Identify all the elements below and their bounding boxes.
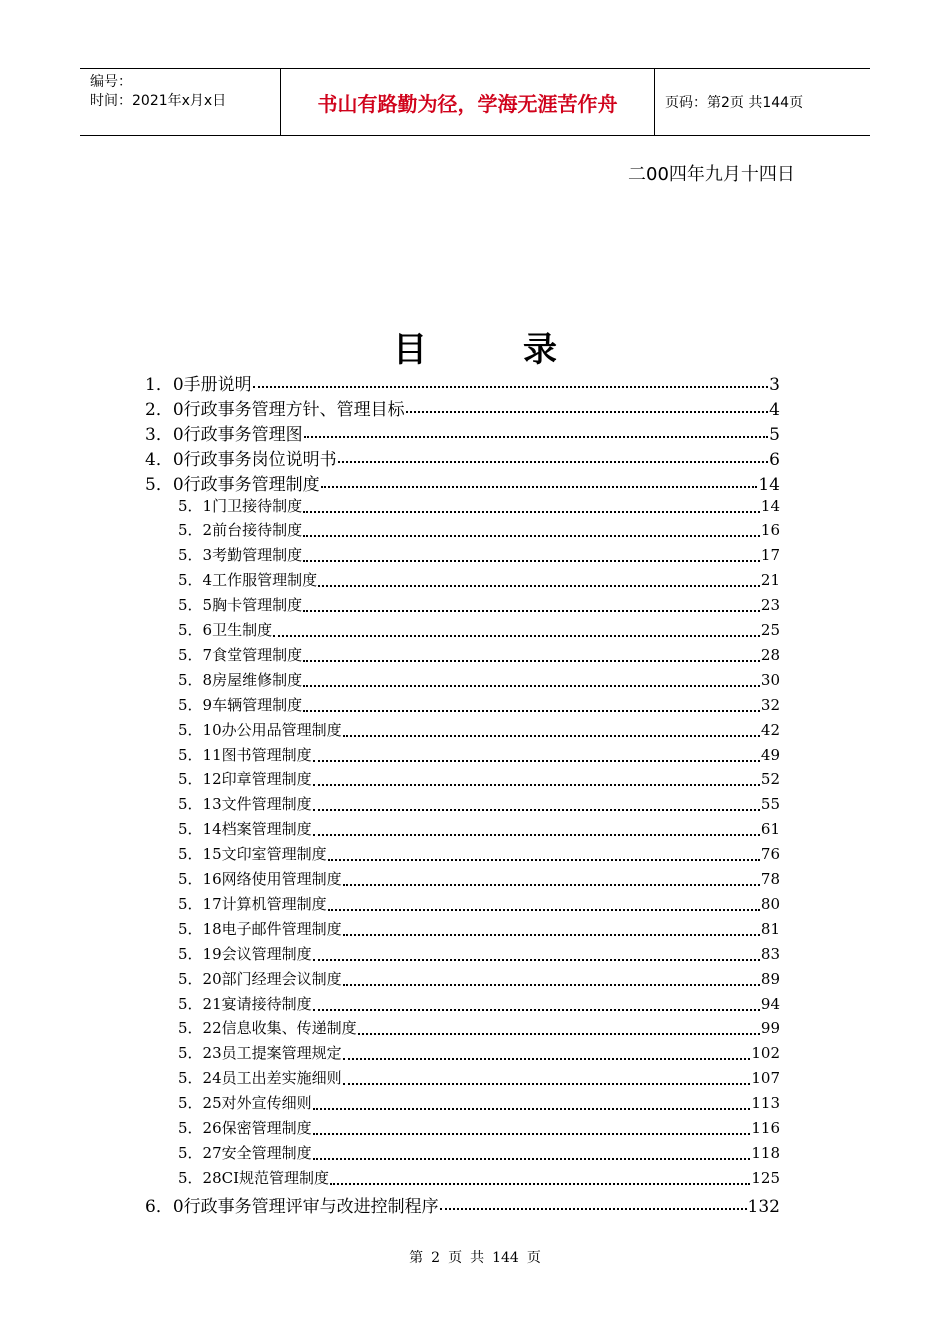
toc-entry[interactable] <box>178 868 780 892</box>
toc-leader-dots <box>313 1133 751 1135</box>
toc-leader-dots <box>343 984 760 986</box>
toc-entry[interactable] <box>178 1167 780 1191</box>
toc-entry-number: 5．2 <box>178 521 213 540</box>
toc-entry-number: 5．13 <box>178 795 222 814</box>
toc-entry-number: 5．16 <box>178 870 222 888</box>
toc-leader-dots <box>318 585 760 587</box>
toc-entry-number: 5．5 <box>178 596 213 615</box>
toc-entry-number: 5．17 <box>178 894 222 913</box>
toc-entry-number: 3．0 <box>145 424 184 445</box>
toc-entry-number: 5．23 <box>178 1044 222 1063</box>
toc-entry[interactable] <box>178 569 780 593</box>
toc-entry[interactable] <box>178 694 780 718</box>
footer-di: 第 <box>409 1250 424 1266</box>
toc-leader-dots <box>313 809 760 811</box>
toc-entry-number: 5．27 <box>178 1143 222 1162</box>
toc-entry[interactable] <box>178 594 780 618</box>
toc-entry-number: 5．19 <box>178 944 222 963</box>
toc-entry-label: 员工出差实施细则 <box>221 1069 342 1088</box>
toc-entry-page: 25 <box>760 621 780 639</box>
toc-entry-number: 5．3 <box>178 546 213 565</box>
toc-leader-dots <box>328 859 760 861</box>
toc-entry-page: 32 <box>760 695 780 714</box>
toc-entry-number: 5．26 <box>178 1119 222 1137</box>
header-page-info: 页码：第2页 共144页 <box>665 95 804 111</box>
toc-entry-number: 5．18 <box>178 919 222 938</box>
toc-entry-page: 49 <box>760 745 780 764</box>
header-code-label: 编号： <box>90 74 132 90</box>
toc-leader-dots <box>343 934 760 936</box>
toc-entry-number: 5．9 <box>178 695 213 714</box>
toc-entry-page: 132 <box>747 1196 780 1217</box>
footer-ye-end: 页 <box>526 1250 541 1266</box>
footer-total-pages: 144 <box>492 1250 519 1266</box>
toc-entry-label: 考勤管理制度 <box>212 546 303 565</box>
toc-entry[interactable] <box>145 395 780 419</box>
toc-leader-dots <box>313 1009 760 1011</box>
toc-leader-dots <box>338 461 769 463</box>
toc-leader-dots <box>273 635 760 637</box>
toc-entry-page: 78 <box>760 870 780 888</box>
toc-entry-label: 工作服管理制度 <box>212 571 318 590</box>
toc-leader-dots <box>440 1208 747 1210</box>
toc-entry-page: 125 <box>751 1168 780 1187</box>
toc-entry-label: 计算机管理制度 <box>221 894 327 913</box>
toc-entry-page: 6 <box>769 449 780 470</box>
toc-entry-page: 55 <box>760 795 780 814</box>
toc-entry-page: 94 <box>760 994 780 1013</box>
toc-entry-page: 83 <box>760 944 780 963</box>
toc-entry-label: 食堂管理制度 <box>212 645 303 664</box>
toc-entry-label: 行政事务岗位说明书 <box>183 449 337 470</box>
toc-entry-page: 80 <box>760 894 780 913</box>
toc-entry[interactable] <box>178 495 780 519</box>
toc-entry[interactable] <box>178 768 780 792</box>
toc-leader-dots <box>303 710 760 712</box>
toc-entry-number: 4．0 <box>145 449 184 470</box>
toc-entry-label: 手册说明 <box>183 375 252 395</box>
toc-entry-page: 17 <box>760 546 780 565</box>
toc-entry[interactable] <box>178 1017 780 1041</box>
toc-leader-dots <box>313 760 760 762</box>
toc-entry[interactable] <box>178 793 780 817</box>
toc-entry-label: 车辆管理制度 <box>212 695 303 714</box>
toc-title: 目录 <box>393 330 653 370</box>
toc-entry-label: 印章管理制度 <box>221 770 312 789</box>
document-header <box>80 68 870 136</box>
toc-entry-number: 5．8 <box>178 670 213 689</box>
toc-entry[interactable] <box>178 544 780 568</box>
toc-entry-page: 61 <box>760 820 780 839</box>
toc-entry-page: 23 <box>760 596 780 615</box>
toc-entry-label: 行政事务管理评审与改进控制程序 <box>183 1196 439 1217</box>
toc-leader-dots <box>303 560 760 562</box>
header-time-label: 时间：2021年x月x日 <box>90 93 227 109</box>
toc-entry-label: 安全管理制度 <box>221 1143 312 1162</box>
toc-leader-dots <box>313 1158 751 1160</box>
toc-entry[interactable] <box>178 1092 780 1116</box>
toc-entry[interactable] <box>178 918 780 942</box>
toc-leader-dots <box>321 486 758 488</box>
toc-entry-label: 员工提案管理规定 <box>221 1044 342 1063</box>
toc-entry-number: 5．20 <box>178 969 222 988</box>
toc-entry-number: 5．0 <box>145 474 184 495</box>
toc-entry-label: 门卫接待制度 <box>212 496 303 515</box>
toc-entry[interactable] <box>178 744 780 768</box>
toc-leader-dots <box>343 884 760 886</box>
toc-entry-page: 21 <box>760 571 780 590</box>
toc-entry-page: 28 <box>760 645 780 664</box>
toc-entry-label: 行政事务管理制度 <box>183 474 320 495</box>
toc-entry-label: 会议管理制度 <box>221 944 312 963</box>
toc-entry-page: 4 <box>769 399 780 420</box>
toc-leader-dots <box>313 959 760 961</box>
toc-entry-label: 行政事务管理方针、管理目标 <box>183 399 405 420</box>
toc-entry-page: 52 <box>760 770 780 789</box>
toc-entry-label: 文印室管理制度 <box>221 845 327 864</box>
footer-ye: 页 <box>448 1250 463 1266</box>
toc-entry-number: 5．12 <box>178 770 222 789</box>
toc-entry-number: 5．6 <box>178 621 213 639</box>
toc-entry[interactable] <box>178 519 780 543</box>
toc-entry[interactable] <box>178 843 780 867</box>
header-meta <box>80 69 281 135</box>
toc-entry-number: 2．0 <box>145 399 184 420</box>
toc-entry-label: 部门经理会议制度 <box>221 969 342 988</box>
toc-entry-label: 行政事务管理图 <box>183 424 303 445</box>
toc-entry[interactable] <box>145 370 780 394</box>
toc-entry[interactable] <box>178 669 780 693</box>
footer-gong: 共 <box>470 1250 485 1266</box>
toc-entry[interactable] <box>145 445 780 469</box>
toc-entry[interactable] <box>178 1117 780 1141</box>
toc-entry-number: 1．0 <box>145 375 184 395</box>
toc-leader-dots <box>328 909 760 911</box>
toc-entry-page: 113 <box>751 1094 780 1113</box>
toc-entry-page: 16 <box>760 521 780 540</box>
toc-entry-page: 99 <box>760 1019 780 1038</box>
header-motto: 书山有路勤为径，学海无涯苦作舟 <box>281 69 655 135</box>
toc-entry-label: 档案管理制度 <box>221 820 312 839</box>
toc-entry-page: 107 <box>751 1069 780 1088</box>
toc-entry-number: 6．0 <box>145 1196 184 1217</box>
toc-entry[interactable] <box>178 818 780 842</box>
toc-entry-page: 116 <box>751 1119 780 1137</box>
toc-entry-number: 5．21 <box>178 994 222 1013</box>
toc-entry-number: 5．1 <box>178 496 213 515</box>
toc-entry-number: 5．25 <box>178 1094 222 1113</box>
toc-leader-dots <box>330 1183 750 1185</box>
toc-leader-dots <box>253 386 769 388</box>
toc-leader-dots <box>406 411 769 413</box>
toc-entry-page: 42 <box>760 720 780 739</box>
toc-entry-page: 5 <box>769 424 780 445</box>
toc-leader-dots <box>313 1108 751 1110</box>
footer-page-number: 2 <box>431 1250 441 1266</box>
toc-entry-label: 房屋维修制度 <box>212 670 303 689</box>
toc-entry[interactable] <box>178 619 780 643</box>
toc-entry-page: 102 <box>751 1044 780 1063</box>
toc-entry-label: 前台接待制度 <box>212 521 303 540</box>
toc-entry-number: 5．11 <box>178 745 222 764</box>
toc-entry-number: 5．7 <box>178 645 213 664</box>
toc-entry[interactable] <box>178 943 780 967</box>
toc-leader-dots <box>303 685 760 687</box>
document-date: 二00四年九月十四日 <box>628 164 795 185</box>
toc-entry[interactable] <box>178 644 780 668</box>
toc-leader-dots <box>303 660 760 662</box>
toc-leader-dots <box>304 436 769 438</box>
toc-leader-dots <box>358 1033 760 1035</box>
toc-entry-number: 5．22 <box>178 1019 222 1038</box>
toc-entry-label: 文件管理制度 <box>221 795 312 814</box>
toc-entry-number: 5．24 <box>178 1069 222 1088</box>
toc-entry-page: 89 <box>760 969 780 988</box>
toc-entry-label: 办公用品管理制度 <box>221 720 342 739</box>
toc-entry[interactable] <box>178 1042 780 1066</box>
toc-entry-number: 5．28 <box>178 1168 222 1187</box>
toc-entry-label: 对外宣传细则 <box>221 1094 312 1113</box>
toc-entry[interactable] <box>178 1067 780 1091</box>
toc-entry-number: 5．15 <box>178 845 222 864</box>
toc-entry-label: 信息收集、传递制度 <box>221 1019 357 1038</box>
toc-leader-dots <box>343 1058 751 1060</box>
toc-entry[interactable] <box>178 993 780 1017</box>
toc-entry-label: 保密管理制度 <box>221 1119 312 1137</box>
toc-entry-label: 网络使用管理制度 <box>221 870 342 888</box>
toc-entry[interactable] <box>178 1142 780 1166</box>
toc-entry-label: 宴请接待制度 <box>221 994 312 1013</box>
toc-entry[interactable] <box>178 893 780 917</box>
toc-leader-dots <box>303 535 760 537</box>
toc-entry[interactable] <box>145 470 780 494</box>
toc-leader-dots <box>343 735 760 737</box>
toc-entry-page: 76 <box>760 845 780 864</box>
toc-entry[interactable] <box>178 968 780 992</box>
toc-entry-label: CI规范管理制度 <box>221 1168 330 1187</box>
toc-entry-number: 5．14 <box>178 820 222 839</box>
toc-entry-page: 14 <box>758 474 780 495</box>
toc-leader-dots <box>343 1083 751 1085</box>
toc-entry[interactable] <box>145 420 780 444</box>
toc-entry-number: 5．4 <box>178 571 213 590</box>
toc-entry-page: 81 <box>760 919 780 938</box>
toc-entry-label: 卫生制度 <box>212 621 273 639</box>
toc-leader-dots <box>303 511 760 513</box>
toc-entry[interactable] <box>178 719 780 743</box>
toc-entry-page: 30 <box>760 670 780 689</box>
toc-entry-page: 14 <box>760 496 780 515</box>
toc-leader-dots <box>313 784 760 786</box>
toc-entry-label: 图书管理制度 <box>221 745 312 764</box>
toc-entry-label: 胸卡管理制度 <box>212 596 303 615</box>
toc-entry-label: 电子邮件管理制度 <box>221 919 342 938</box>
toc-entry-page: 3 <box>769 375 780 395</box>
toc-leader-dots <box>303 610 760 612</box>
toc-entry-page: 118 <box>751 1143 780 1162</box>
toc-leader-dots <box>313 834 760 836</box>
page-footer <box>0 1247 950 1267</box>
toc-entry[interactable] <box>145 1192 780 1216</box>
toc-entry-number: 5．10 <box>178 720 222 739</box>
